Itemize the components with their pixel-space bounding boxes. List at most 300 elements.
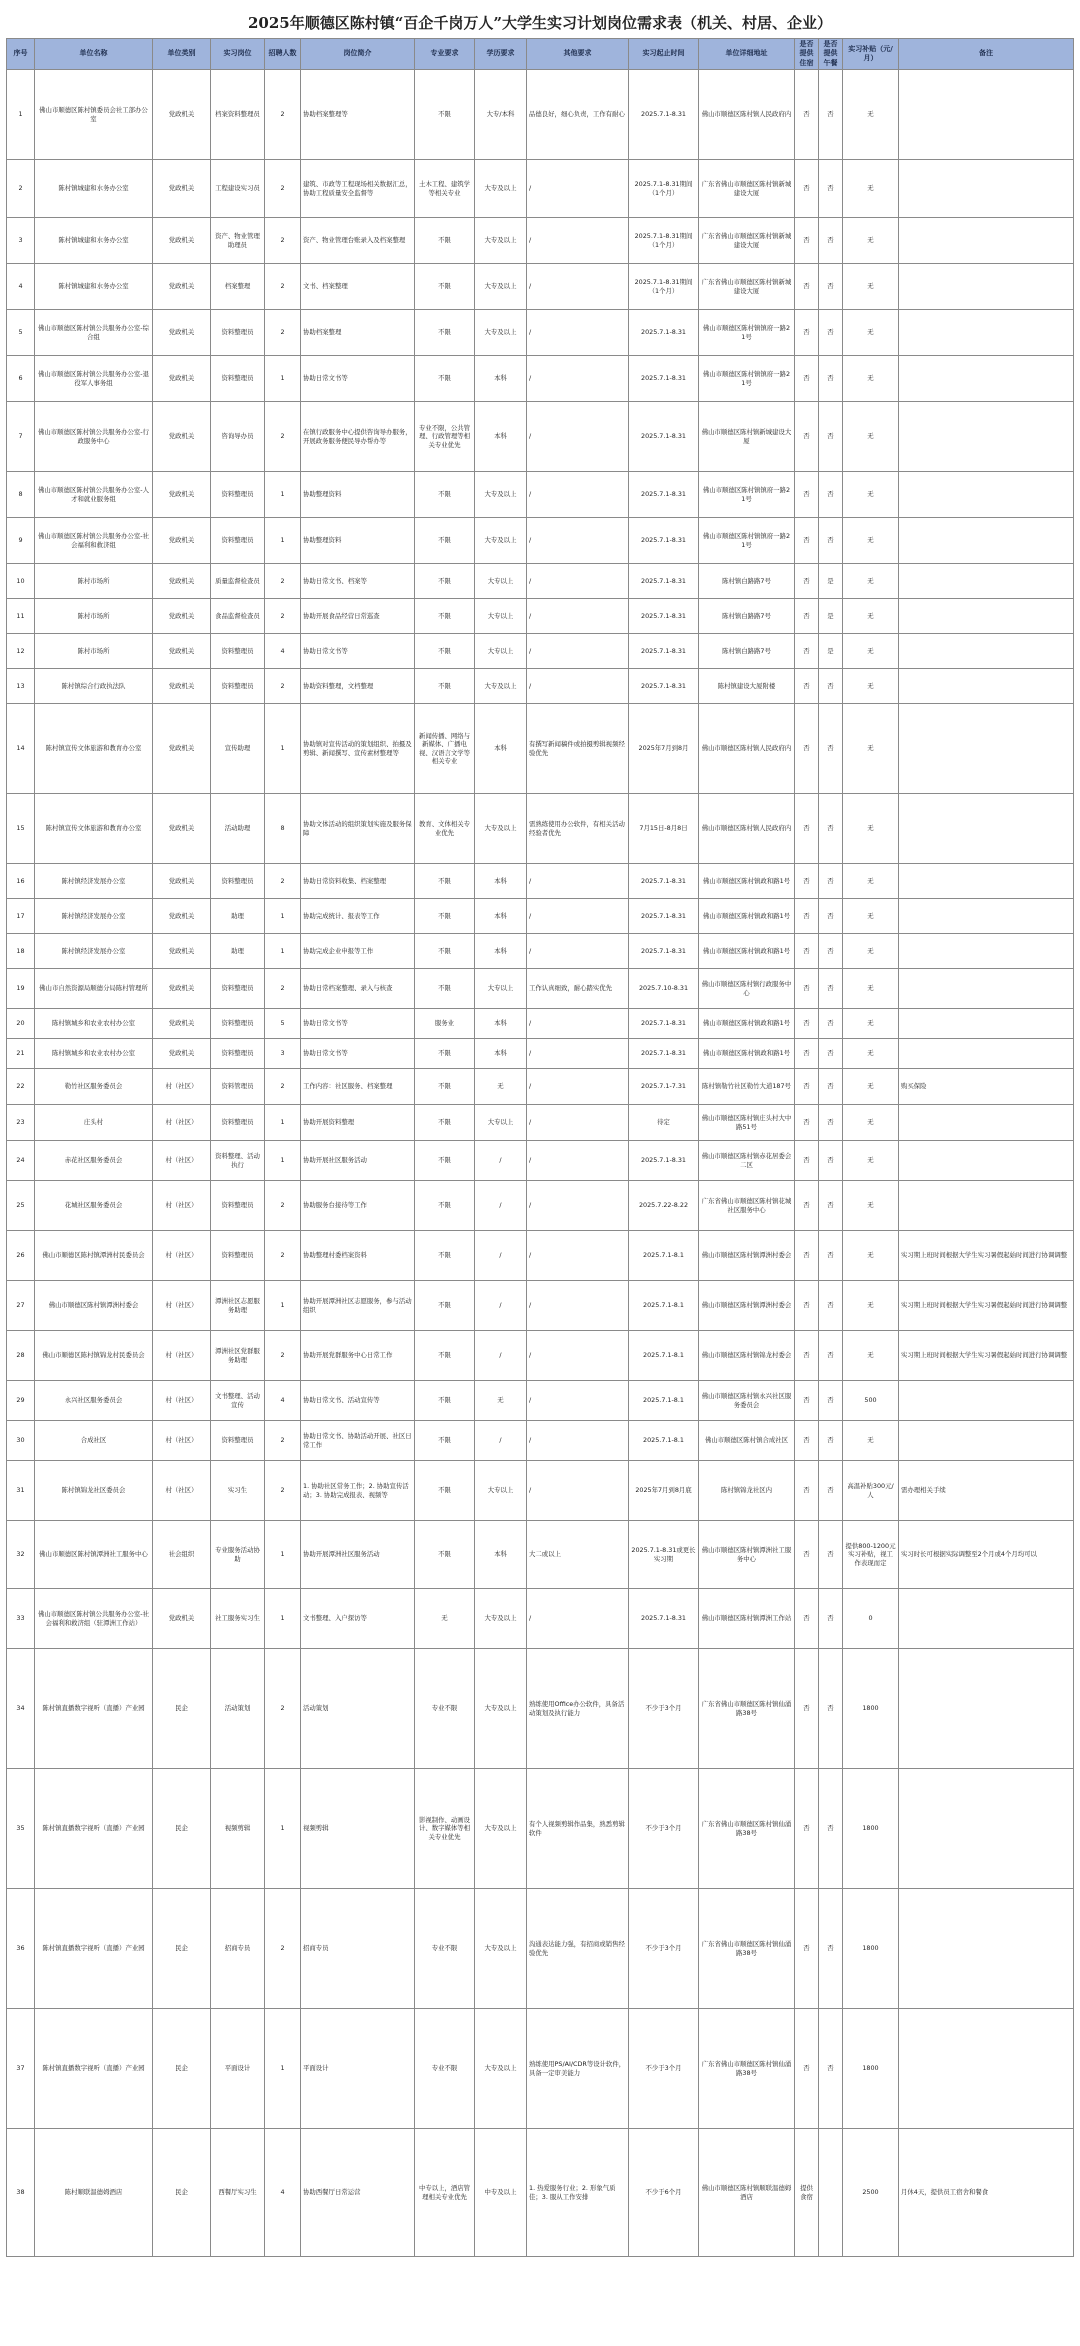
cell-col-major: 不限 [415, 356, 475, 402]
cell-col-remarks [899, 160, 1074, 218]
cell-col-description: 协助开展食品经营日常巡查 [301, 599, 415, 634]
cell-col-address: 佛山市顺德区陈村镇顺联温德姆酒店 [699, 2129, 795, 2257]
cell-col-period: 不少于6个月 [629, 2129, 699, 2257]
cell-col-position: 实习生 [211, 1461, 265, 1521]
cell-col-other: / [527, 564, 629, 599]
cell-col-lunch: 否 [819, 934, 843, 969]
table-row [7, 1105, 1074, 1141]
cell-col-remarks [899, 264, 1074, 310]
cell-col-unit-type: 党政机关 [153, 864, 211, 899]
cell-col-unit-name: 佛山市顺德区陈村镇潭洲村委会 [35, 1281, 153, 1331]
cell-col-count: 1 [265, 1589, 301, 1649]
cell-col-lunch: 否 [819, 1105, 843, 1141]
cell-col-allowance: 2500 [843, 2129, 899, 2257]
cell-col-period: 2025.7.1-8.31 [629, 564, 699, 599]
cell-col-period: 待定 [629, 1105, 699, 1141]
cell-col-remarks [899, 1181, 1074, 1231]
cell-col-allowance: 无 [843, 899, 899, 934]
cell-col-address: 佛山市顺德区陈村镇永兴社区服务委员会 [699, 1381, 795, 1421]
cell-col-unit-type: 党政机关 [153, 564, 211, 599]
cell-col-allowance: 无 [843, 564, 899, 599]
cell-col-period: 2025.7.1-8.31 [629, 599, 699, 634]
cell-col-seq: 6 [7, 356, 35, 402]
cell-col-remarks [899, 518, 1074, 564]
cell-col-position: 食品监督检查员 [211, 599, 265, 634]
table-row [7, 218, 1074, 264]
cell-col-position: 工程建设实习员 [211, 160, 265, 218]
cell-col-other: / [527, 864, 629, 899]
cell-col-other: / [527, 1381, 629, 1421]
cell-col-count: 1 [265, 356, 301, 402]
cell-col-unit-name: 陈村镇直播数字视听（直播）产业园 [35, 1769, 153, 1889]
cell-col-unit-type: 民企 [153, 1889, 211, 2009]
cell-col-lunch: 否 [819, 899, 843, 934]
cell-col-position: 档案整理 [211, 264, 265, 310]
table-row [7, 634, 1074, 669]
cell-col-allowance: 无 [843, 310, 899, 356]
cell-col-allowance: 无 [843, 1181, 899, 1231]
table-row [7, 1231, 1074, 1281]
cell-col-count: 2 [265, 564, 301, 599]
cell-col-unit-name: 陈村市场所 [35, 564, 153, 599]
cell-col-address: 佛山市顺德区陈村镇政和路1号 [699, 864, 795, 899]
cell-col-count: 1 [265, 2009, 301, 2129]
cell-col-position: 资料整理、活动执行 [211, 1141, 265, 1181]
cell-col-lodging: 否 [795, 1039, 819, 1069]
table-row [7, 704, 1074, 794]
cell-col-address: 广东省佛山市顺德区陈村镇仙涌路38号 [699, 1769, 795, 1889]
cell-col-major: 教育、文体相关专业优先 [415, 794, 475, 864]
cell-col-lunch: 是 [819, 599, 843, 634]
cell-col-remarks [899, 1589, 1074, 1649]
cell-col-allowance: 无 [843, 1105, 899, 1141]
cell-col-remarks: 购买保险 [899, 1069, 1074, 1105]
cell-col-lodging: 否 [795, 310, 819, 356]
cell-col-description: 协助完成统计、报表等工作 [301, 899, 415, 934]
cell-col-major: 专业不限，公共管理、行政管理等相关专业优先 [415, 402, 475, 472]
cell-col-unit-name: 陈村镇城建和水务办公室 [35, 160, 153, 218]
cell-col-major: 中专以上，酒店管理相关专业优先 [415, 2129, 475, 2257]
cell-col-description: 协助资料整理，文档整理 [301, 669, 415, 704]
cell-col-education: 大专以上 [475, 564, 527, 599]
cell-col-unit-type: 村（社区） [153, 1231, 211, 1281]
cell-col-education: 本科 [475, 1039, 527, 1069]
cell-col-education: / [475, 1421, 527, 1461]
cell-col-period: 不少于3个月 [629, 2009, 699, 2129]
cell-col-unit-type: 民企 [153, 2009, 211, 2129]
cell-col-address: 佛山市顺德区陈村镇合成社区 [699, 1421, 795, 1461]
cell-col-education: 本科 [475, 1009, 527, 1039]
cell-col-position: 招商专员 [211, 1889, 265, 2009]
cell-col-education: 大专及以上 [475, 472, 527, 518]
cell-col-other: 工作认真细致，耐心踏实优先 [527, 969, 629, 1009]
cell-col-lunch: 否 [819, 264, 843, 310]
header-col-allowance: 实习补贴（元/月） [843, 39, 899, 70]
table-row [7, 934, 1074, 969]
table-body [7, 70, 1074, 2257]
cell-col-other: / [527, 472, 629, 518]
cell-col-lunch: 否 [819, 2009, 843, 2129]
cell-col-other: / [527, 402, 629, 472]
cell-col-seq: 35 [7, 1769, 35, 1889]
cell-col-unit-name: 庄头村 [35, 1105, 153, 1141]
cell-col-major: 不限 [415, 1421, 475, 1461]
cell-col-description: 协助开展潭洲社区志愿服务，参与活动组织 [301, 1281, 415, 1331]
cell-col-unit-type: 民企 [153, 1649, 211, 1769]
cell-col-unit-type: 党政机关 [153, 669, 211, 704]
cell-col-other: / [527, 1331, 629, 1381]
cell-col-education: 本科 [475, 899, 527, 934]
cell-col-count: 2 [265, 310, 301, 356]
cell-col-count: 1 [265, 1769, 301, 1889]
table-row [7, 794, 1074, 864]
table-row [7, 472, 1074, 518]
cell-col-other: 有个人视频剪辑作品集，熟悉剪辑软件 [527, 1769, 629, 1889]
table-row [7, 899, 1074, 934]
table-row [7, 70, 1074, 160]
cell-col-address: 佛山市顺德区陈村镇人民政府内 [699, 70, 795, 160]
cell-col-count: 2 [265, 160, 301, 218]
cell-col-remarks [899, 2009, 1074, 2129]
cell-col-seq: 24 [7, 1141, 35, 1181]
cell-col-unit-type: 党政机关 [153, 934, 211, 969]
cell-col-period: 2025.7.1-8.1 [629, 1331, 699, 1381]
cell-col-major: 不限 [415, 934, 475, 969]
cell-col-lodging: 否 [795, 160, 819, 218]
cell-col-position: 视频剪辑 [211, 1769, 265, 1889]
cell-col-remarks [899, 1039, 1074, 1069]
cell-col-major: 不限 [415, 1521, 475, 1589]
cell-col-seq: 33 [7, 1589, 35, 1649]
cell-col-description: 协助日常文书、协助活动开展、社区日常工作 [301, 1421, 415, 1461]
cell-col-count: 2 [265, 969, 301, 1009]
cell-col-count: 2 [265, 669, 301, 704]
cell-col-description: 协助档案整理等 [301, 70, 415, 160]
cell-col-lunch: 否 [819, 704, 843, 794]
cell-col-remarks [899, 1769, 1074, 1889]
table-row [7, 1589, 1074, 1649]
cell-col-remarks [899, 704, 1074, 794]
cell-col-lodging: 否 [795, 518, 819, 564]
cell-col-address: 佛山市顺德区陈村镇政和路1号 [699, 899, 795, 934]
cell-col-unit-name: 陈村镇直播数字视听（直播）产业园 [35, 1889, 153, 2009]
cell-col-address: 陈村镇勒竹社区勒竹大道187号 [699, 1069, 795, 1105]
cell-col-description: 协助日常档案整理、录入与核查 [301, 969, 415, 1009]
cell-col-lodging: 否 [795, 1331, 819, 1381]
cell-col-position: 平面设计 [211, 2009, 265, 2129]
cell-col-position: 资料整理员 [211, 1231, 265, 1281]
cell-col-position: 资料整理员 [211, 1009, 265, 1039]
cell-col-remarks: 实习期上班时间根据大学生实习暑假起始时间进行协调调整 [899, 1281, 1074, 1331]
table-row [7, 1181, 1074, 1231]
cell-col-allowance: 无 [843, 518, 899, 564]
cell-col-education: / [475, 1181, 527, 1231]
cell-col-position: 资料整理员 [211, 1181, 265, 1231]
cell-col-description: 协助开展潭洲社区服务活动 [301, 1521, 415, 1589]
cell-col-lodging: 否 [795, 1421, 819, 1461]
cell-col-other: / [527, 356, 629, 402]
cell-col-unit-name: 陈村镇锦龙社区委员会 [35, 1461, 153, 1521]
cell-col-lodging: 否 [795, 1649, 819, 1769]
cell-col-description: 协助日常资料收集、档案整理 [301, 864, 415, 899]
cell-col-lunch: 否 [819, 1461, 843, 1521]
cell-col-unit-type: 民企 [153, 2129, 211, 2257]
cell-col-unit-name: 陈村镇经济发展办公室 [35, 864, 153, 899]
cell-col-description: 协助完成企业申报等工作 [301, 934, 415, 969]
cell-col-period: 不少于3个月 [629, 1649, 699, 1769]
cell-col-unit-name: 陈村镇城乡和农业农村办公室 [35, 1039, 153, 1069]
cell-col-education: 大专及以上 [475, 2009, 527, 2129]
cell-col-unit-name: 合成社区 [35, 1421, 153, 1461]
table-row [7, 564, 1074, 599]
cell-col-remarks [899, 934, 1074, 969]
cell-col-major: 不限 [415, 1281, 475, 1331]
table-row [7, 1039, 1074, 1069]
table-row [7, 160, 1074, 218]
cell-col-unit-type: 党政机关 [153, 634, 211, 669]
cell-col-description: 协助日常文书等 [301, 356, 415, 402]
cell-col-lunch: 否 [819, 356, 843, 402]
cell-col-description: 文书、档案整理 [301, 264, 415, 310]
cell-col-lodging: 否 [795, 1381, 819, 1421]
table-row [7, 1141, 1074, 1181]
cell-col-allowance: 无 [843, 864, 899, 899]
cell-col-count: 1 [265, 1521, 301, 1589]
cell-col-period: 2025.7.1-8.31 [629, 634, 699, 669]
cell-col-period: 2025.7.1-8.31 [629, 1009, 699, 1039]
cell-col-lodging: 否 [795, 599, 819, 634]
cell-col-seq: 26 [7, 1231, 35, 1281]
cell-col-count: 4 [265, 2129, 301, 2257]
header-col-description: 岗位简介 [301, 39, 415, 70]
cell-col-address: 佛山市顺德区陈村镇政和路1号 [699, 1009, 795, 1039]
cell-col-address: 广东省佛山市顺德区陈村镇新城建设大厦 [699, 160, 795, 218]
cell-col-position: 社工服务实习生 [211, 1589, 265, 1649]
cell-col-position: 资料整理员 [211, 1105, 265, 1141]
cell-col-allowance: 无 [843, 599, 899, 634]
table-row [7, 518, 1074, 564]
cell-col-position: 咨询导办员 [211, 402, 265, 472]
cell-col-count: 2 [265, 1331, 301, 1381]
cell-col-unit-type: 村（社区） [153, 1421, 211, 1461]
cell-col-major: 不限 [415, 1181, 475, 1231]
cell-col-unit-type: 党政机关 [153, 1039, 211, 1069]
cell-col-address: 佛山市顺德区陈村镇庄头村大中路51号 [699, 1105, 795, 1141]
cell-col-address: 佛山市顺德区陈村镇新城建设大厦 [699, 402, 795, 472]
cell-col-address: 佛山市顺德区陈村镇镇府一路21号 [699, 472, 795, 518]
table-row [7, 264, 1074, 310]
cell-col-lodging: 否 [795, 1589, 819, 1649]
cell-col-allowance: 无 [843, 669, 899, 704]
cell-col-allowance: 1800 [843, 2009, 899, 2129]
cell-col-lunch: 否 [819, 518, 843, 564]
cell-col-seq: 37 [7, 2009, 35, 2129]
job-table [6, 38, 1074, 2257]
page-title: 2025年顺德区陈村镇“百企千岗万人”大学生实习计划岗位需求表（机关、村居、企业） [247, 14, 832, 32]
cell-col-unit-name: 佛山市顺德区陈村镇公共服务办公室-人才和就业服务组 [35, 472, 153, 518]
cell-col-position: 活动助理 [211, 794, 265, 864]
cell-col-major: 不限 [415, 70, 475, 160]
cell-col-lunch: 否 [819, 472, 843, 518]
cell-col-position: 专业服务活动协助 [211, 1521, 265, 1589]
cell-col-period: 7月15日-8月8日 [629, 794, 699, 864]
cell-col-address: 陈村镇锦龙社区内 [699, 1461, 795, 1521]
cell-col-allowance: 1800 [843, 1649, 899, 1769]
cell-col-other: / [527, 1039, 629, 1069]
cell-col-lunch: 否 [819, 1039, 843, 1069]
cell-col-description: 协助日常文书等 [301, 1009, 415, 1039]
cell-col-position: 资料整理员 [211, 356, 265, 402]
cell-col-unit-name: 佛山市顺德区陈村镇公共服务办公室-行政服务中心 [35, 402, 153, 472]
cell-col-lodging: 否 [795, 1231, 819, 1281]
cell-col-education: 本科 [475, 356, 527, 402]
cell-col-description: 协助开展党群服务中心日常工作 [301, 1331, 415, 1381]
header-col-address: 单位详细地址 [699, 39, 795, 70]
cell-col-major: 不限 [415, 1461, 475, 1521]
cell-col-education: / [475, 1281, 527, 1331]
cell-col-major: 不限 [415, 1381, 475, 1421]
cell-col-unit-name: 陈村镇直播数字视听（直播）产业园 [35, 2009, 153, 2129]
cell-col-allowance: 无 [843, 70, 899, 160]
cell-col-education: / [475, 1231, 527, 1281]
cell-col-period: 2025.7.1-8.1 [629, 1231, 699, 1281]
cell-col-remarks [899, 1649, 1074, 1769]
cell-col-lodging: 否 [795, 1141, 819, 1181]
cell-col-allowance: 无 [843, 472, 899, 518]
cell-col-allowance: 无 [843, 1331, 899, 1381]
cell-col-position: 助理 [211, 899, 265, 934]
cell-col-unit-type: 村（社区） [153, 1141, 211, 1181]
cell-col-period: 2025年7月到8月 [629, 704, 699, 794]
cell-col-address: 广东省佛山市顺德区陈村镇新城建设大厦 [699, 218, 795, 264]
cell-col-education: 大专及以上 [475, 518, 527, 564]
cell-col-lunch: 是 [819, 564, 843, 599]
cell-col-period: 2025.7.1-8.31 [629, 899, 699, 934]
cell-col-education: 本科 [475, 402, 527, 472]
cell-col-remarks [899, 899, 1074, 934]
cell-col-count: 2 [265, 1421, 301, 1461]
cell-col-period: 不少于3个月 [629, 1889, 699, 2009]
cell-col-lunch: 否 [819, 1889, 843, 2009]
cell-col-lodging: 否 [795, 1769, 819, 1889]
cell-col-period: 2025.7.1-8.31 [629, 934, 699, 969]
cell-col-lunch: 否 [819, 669, 843, 704]
cell-col-period: 2025.7.1-8.31 [629, 669, 699, 704]
cell-col-seq: 30 [7, 1421, 35, 1461]
cell-col-allowance: 无 [843, 264, 899, 310]
cell-col-other: / [527, 1009, 629, 1039]
table-row [7, 1649, 1074, 1769]
cell-col-position: 资料整理员 [211, 669, 265, 704]
cell-col-unit-name: 陈村镇经济发展办公室 [35, 899, 153, 934]
cell-col-other: / [527, 160, 629, 218]
cell-col-education: 大专以上 [475, 1461, 527, 1521]
cell-col-address: 陈村镇白路路7号 [699, 634, 795, 669]
cell-col-lodging: 否 [795, 1105, 819, 1141]
cell-col-allowance: 无 [843, 356, 899, 402]
cell-col-unit-type: 党政机关 [153, 1589, 211, 1649]
cell-col-description: 协助镇对宣传活动的策划组织、拍摄及剪辑、新闻撰写、宣传素材整理等 [301, 704, 415, 794]
cell-col-allowance: 无 [843, 1069, 899, 1105]
cell-col-other: / [527, 218, 629, 264]
cell-col-lunch: 否 [819, 160, 843, 218]
cell-col-major: 不限 [415, 218, 475, 264]
cell-col-major: 不限 [415, 969, 475, 1009]
cell-col-count: 2 [265, 70, 301, 160]
cell-col-remarks: 实习期上班时间根据大学生实习暑假起始时间进行协调调整 [899, 1331, 1074, 1381]
header-col-unit-name: 单位名称 [35, 39, 153, 70]
cell-col-unit-name: 陈村镇城建和水务办公室 [35, 264, 153, 310]
cell-col-unit-type: 村（社区） [153, 1105, 211, 1141]
cell-col-lodging: 否 [795, 899, 819, 934]
cell-col-unit-type: 党政机关 [153, 356, 211, 402]
cell-col-address: 广东省佛山市顺德区陈村镇仙涌路38号 [699, 2009, 795, 2129]
cell-col-unit-name: 陈村镇城建和水务办公室 [35, 218, 153, 264]
cell-col-lodging: 提供食宿 [795, 2129, 819, 2257]
cell-col-description: 协助文体活动的组织策划实施及服务保障 [301, 794, 415, 864]
cell-col-other: / [527, 1421, 629, 1461]
cell-col-unit-name: 陈村市场所 [35, 599, 153, 634]
cell-col-period: 2025.7.1-8.31 [629, 310, 699, 356]
cell-col-unit-name: 佛山市顺德区陈村镇锦龙村民委员会 [35, 1331, 153, 1381]
cell-col-allowance: 无 [843, 1039, 899, 1069]
cell-col-period: 2025.7.22-8.22 [629, 1181, 699, 1231]
cell-col-allowance: 无 [843, 1009, 899, 1039]
cell-col-other: / [527, 1105, 629, 1141]
cell-col-major: 服务业 [415, 1009, 475, 1039]
cell-col-unit-type: 社会组织 [153, 1521, 211, 1589]
cell-col-description: 协助档案整理 [301, 310, 415, 356]
table-row [7, 1331, 1074, 1381]
cell-col-remarks: 实习期上班时间根据大学生实习暑假起始时间进行协调调整 [899, 1231, 1074, 1281]
cell-col-address: 陈村镇建设大厦附楼 [699, 669, 795, 704]
cell-col-education: / [475, 1331, 527, 1381]
cell-col-seq: 4 [7, 264, 35, 310]
cell-col-education: 大专及以上 [475, 264, 527, 310]
cell-col-allowance: 提供800-1200元实习补贴，视工作表现而定 [843, 1521, 899, 1589]
cell-col-major: 土木工程、建筑学等相关专业 [415, 160, 475, 218]
cell-col-lunch: 否 [819, 864, 843, 899]
cell-col-seq: 7 [7, 402, 35, 472]
cell-col-count: 1 [265, 704, 301, 794]
header-col-remarks: 备注 [899, 39, 1074, 70]
table-row [7, 310, 1074, 356]
cell-col-position: 资料整理员 [211, 472, 265, 518]
cell-col-description: 协助整理资料 [301, 472, 415, 518]
cell-col-address: 陈村镇白路路7号 [699, 564, 795, 599]
cell-col-address: 佛山市顺德区陈村镇潭洲社工服务中心 [699, 1521, 795, 1589]
cell-col-seq: 11 [7, 599, 35, 634]
cell-col-lodging: 否 [795, 402, 819, 472]
cell-col-remarks [899, 794, 1074, 864]
cell-col-seq: 25 [7, 1181, 35, 1231]
cell-col-unit-type: 党政机关 [153, 899, 211, 934]
cell-col-seq: 34 [7, 1649, 35, 1769]
cell-col-unit-name: 佛山市顺德区陈村镇潭洲社工服务中心 [35, 1521, 153, 1589]
cell-col-other: / [527, 1141, 629, 1181]
cell-col-unit-name: 陈村镇直播数字视听（直播）产业园 [35, 1649, 153, 1769]
cell-col-lodging: 否 [795, 356, 819, 402]
cell-col-major: 专业不限 [415, 1889, 475, 2009]
cell-col-position: 宣传助理 [211, 704, 265, 794]
cell-col-position: 文书整理、活动宣传 [211, 1381, 265, 1421]
cell-col-unit-name: 佛山市顺德区陈村镇公共服务办公室-社会福利和救济组（驻潭洲工作站） [35, 1589, 153, 1649]
cell-col-lodging: 否 [795, 1069, 819, 1105]
cell-col-unit-type: 党政机关 [153, 264, 211, 310]
cell-col-lodging: 否 [795, 669, 819, 704]
header-col-unit-type: 单位类别 [153, 39, 211, 70]
cell-col-major: 不限 [415, 1231, 475, 1281]
